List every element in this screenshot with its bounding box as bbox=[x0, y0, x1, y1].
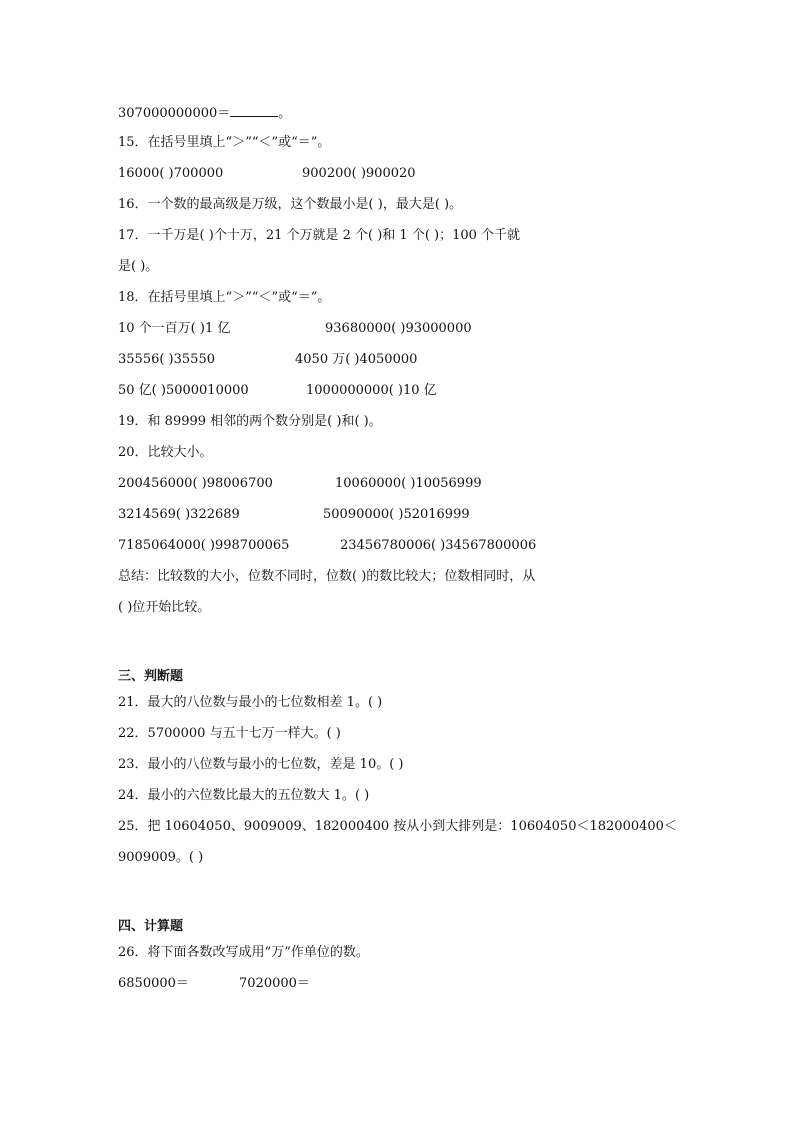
compare-item: 93680000( )93000000 bbox=[325, 321, 472, 336]
question-25-line1: 25．把 10604050、9009009、182000400 按从小到大排列是：10604050＜182000400＜ bbox=[118, 819, 677, 834]
compare-item: 35556( )35550 bbox=[118, 352, 215, 367]
question-18: 18．在括号里填上“＞”“＜”或“＝”。 bbox=[118, 290, 331, 305]
compare-item: 900200( )900020 bbox=[302, 166, 416, 181]
line-0-text: 307000000000＝ bbox=[118, 106, 231, 121]
answer-blank[interactable] bbox=[230, 104, 278, 117]
compare-item: 200456000( )98006700 bbox=[118, 476, 273, 491]
question-20: 20．比较大小。 bbox=[118, 445, 213, 460]
section-4-heading: 四、计算题 bbox=[118, 919, 184, 934]
compare-item: 10060000( )10056999 bbox=[335, 476, 482, 491]
compare-item: 50 亿( )5000010000 bbox=[118, 383, 249, 398]
compare-item: 50090000( )52016999 bbox=[323, 507, 470, 522]
compare-item: 23456780006( )34567800006 bbox=[340, 538, 537, 553]
question-26: 26．将下面各数改写成用“万”作单位的数。 bbox=[118, 945, 369, 960]
question-17-line2: 是( )。 bbox=[118, 259, 159, 274]
rewrite-item: 6850000＝ bbox=[118, 976, 189, 991]
question-16: 16．一个数的最高级是万级，这个数最小是( )，最大是( )。 bbox=[118, 197, 463, 212]
compare-item: 16000( )700000 bbox=[118, 166, 224, 181]
compare-item: 3214569( )322689 bbox=[118, 507, 240, 522]
question-17-line1: 17．一千万是( )个十万，21 个万就是 2 个( )和 1 个( )；100 个千就 bbox=[118, 228, 521, 243]
question-19: 19．和 89999 相邻的两个数分别是( )和( )。 bbox=[118, 414, 382, 429]
compare-item: 1000000000( )10 亿 bbox=[306, 383, 437, 398]
line-0 bbox=[118, 104, 291, 122]
question-22: 22．5700000 与五十七万一样大。( ) bbox=[118, 726, 341, 741]
question-24: 24．最小的六位数比最大的五位数大 1。( ) bbox=[118, 788, 370, 803]
section-3-heading: 三、判断题 bbox=[118, 669, 184, 684]
compare-item: 7185064000( )998700065 bbox=[118, 538, 290, 553]
question-23: 23．最小的八位数与最小的七位数，差是 10。( ) bbox=[118, 757, 404, 772]
summary-line1: 总结：比较数的大小，位数不同时，位数( )的数比较大；位数相同时，从 bbox=[118, 569, 536, 584]
rewrite-item: 7020000＝ bbox=[239, 976, 310, 991]
line-0-end: 。 bbox=[278, 106, 292, 121]
summary-line2: ( )位开始比较。 bbox=[118, 600, 211, 615]
compare-item: 10 个一百万( )1 亿 bbox=[118, 321, 231, 336]
question-15: 15．在括号里填上“＞”“＜”或“＝”。 bbox=[118, 135, 331, 150]
compare-item: 4050 万( )4050000 bbox=[295, 352, 418, 367]
question-25-line2: 9009009。( ) bbox=[118, 850, 204, 865]
question-21: 21．最大的八位数与最小的七位数相差 1。( ) bbox=[118, 695, 383, 710]
